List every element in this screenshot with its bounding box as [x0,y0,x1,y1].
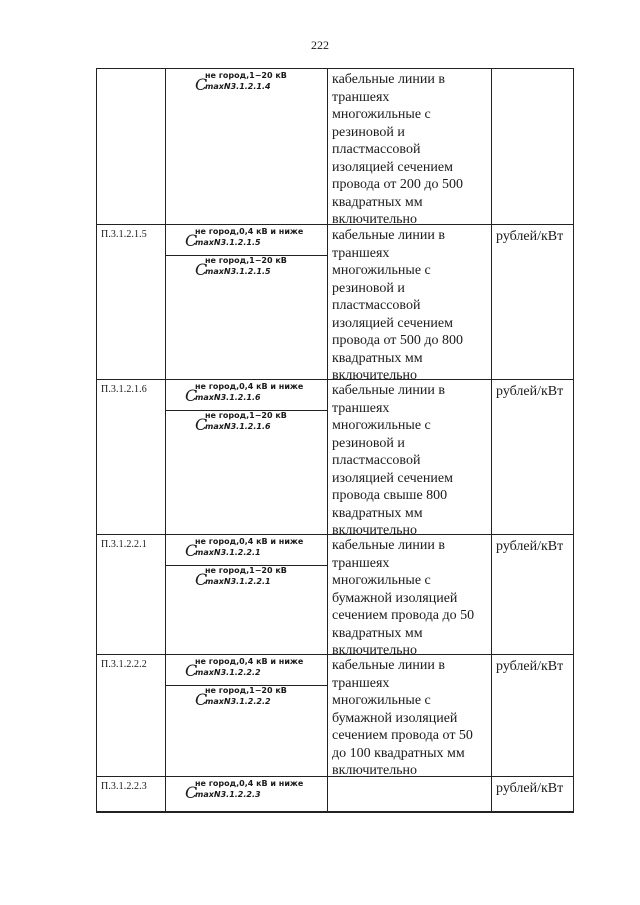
symbol-superscript: не город,1−20 кВ [205,71,287,80]
symbol-subscript: maxN3.1.2.1.5 [195,238,261,247]
symbol-letter: C [195,415,208,434]
description-line: пластмассовой [332,142,421,157]
description-line: включительно [332,368,418,383]
page-number: 222 [311,38,329,52]
description-line: траншеях [332,400,390,416]
description-line: квадратных мм [332,194,423,210]
description-line: квадратных мм [332,625,423,641]
symbol-superscript: не город,0,4 кВ и ниже [195,382,304,391]
symbol-letter: C [185,386,198,405]
symbol-subscript: maxN3.1.2.2.1 [205,577,271,586]
symbol-subscript: maxN3.1.2.1.6 [205,422,271,431]
symbol-superscript: не город,1−20 кВ [205,411,287,420]
symbol-letter: C [195,75,208,94]
symbol-letter: C [195,260,208,279]
symbol-superscript: не город,0,4 кВ и ниже [195,227,304,236]
row-description [332,71,488,229]
description-line: бумажной изоляцией [332,590,458,606]
symbol-superscript: не город,1−20 кВ [205,566,287,575]
description-line: кабельные линии в [332,383,446,398]
row-unit: рублей/кВт [496,781,564,796]
description-line: включительно [332,763,418,778]
row-code: П.3.1.2.1.6 [101,384,147,395]
symbol-superscript: не город,0,4 кВ и ниже [195,779,304,788]
row-unit: рублей/кВт [496,539,564,554]
description-line: траншеях [332,675,390,691]
description-line: до 100 квадратных мм [332,745,465,761]
table-row [97,535,573,658]
symbol-letter: C [195,690,208,709]
table-row [97,655,573,777]
description-line: сечением провода от 50 [332,728,473,743]
description-line: траншеях [332,245,390,261]
description-line: многожильные с [332,107,431,122]
description-line: многожильные с [332,263,431,278]
column-divider [491,69,492,812]
symbol-letter: C [185,661,198,680]
symbol-subscript: maxN3.1.2.2.2 [205,697,271,706]
description-line: кабельные линии в [332,538,446,553]
description-line: бумажной изоляцией [332,710,458,726]
symbol-letter: C [195,570,208,589]
description-line: кабельные линии в [332,658,446,673]
row-unit: рублей/кВт [496,659,564,674]
row-code: П.3.1.2.1.5 [101,229,147,240]
table-row [97,69,573,225]
symbol-subscript: maxN3.1.2.1.4 [205,82,271,91]
description-line: изоляцией сечением [332,315,453,331]
symbol-subscript: maxN3.1.2.2.2 [195,668,261,677]
row-description [332,382,488,540]
description-line: изоляцией сечением [332,470,453,486]
description-line: траншеях [332,555,390,571]
column-divider [327,69,328,812]
symbol-letter: C [185,783,198,802]
description-line: многожильные с [332,573,431,588]
symbol-subcell-divider [165,410,327,411]
symbol-subscript: maxN3.1.2.1.6 [195,393,261,402]
description-line: многожильные с [332,693,431,708]
row-description [332,537,488,660]
column-divider [165,69,166,812]
description-line: квадратных мм [332,350,423,366]
row-code: П.3.1.2.2.1 [101,539,147,550]
symbol-letter: C [185,541,198,560]
symbol-subcell-divider [165,565,327,566]
symbol-subcell-divider [165,685,327,686]
description-line: квадратных мм [332,505,423,521]
symbol-letter: C [185,231,198,250]
symbol-superscript: не город,0,4 кВ и ниже [195,657,304,666]
table-row [97,225,573,383]
symbol-superscript: не город,1−20 кВ [205,256,287,265]
symbol-subscript: maxN3.1.2.1.5 [205,267,271,276]
row-description [332,227,488,385]
row-code: П.3.1.2.2.3 [101,781,147,792]
table-row [97,380,573,538]
description-line: пластмассовой [332,453,421,468]
description-line: провода свыше 800 [332,488,448,503]
row-description [332,657,488,780]
symbol-superscript: не город,0,4 кВ и ниже [195,537,304,546]
description-line: резиновой и [332,124,405,140]
symbol-subcell-divider [165,255,327,256]
row-unit: рублей/кВт [496,384,564,399]
description-line: провода от 500 до 800 [332,333,463,348]
description-line: многожильные с [332,418,431,433]
description-line: резиновой и [332,280,405,296]
row-code: П.3.1.2.2.2 [101,659,147,670]
description-line: включительно [332,643,418,658]
symbol-subscript: maxN3.1.2.2.1 [195,548,261,557]
description-line: резиновой и [332,435,405,451]
description-line: кабельные линии в [332,72,446,87]
description-line: изоляцией сечением [332,159,453,175]
description-line: траншеях [332,89,390,105]
row-unit: рублей/кВт [496,229,564,244]
table-row [97,777,573,812]
description-line: провода от 200 до 500 [332,177,463,192]
tariff-table [96,68,574,813]
description-line: кабельные линии в [332,228,446,243]
symbol-subscript: maxN3.1.2.2.3 [195,790,261,799]
description-line: пластмассовой [332,298,421,313]
symbol-superscript: не город,1−20 кВ [205,686,287,695]
description-line: включительно [332,212,418,227]
description-line: сечением провода до 50 [332,608,475,623]
description-line: включительно [332,523,418,538]
